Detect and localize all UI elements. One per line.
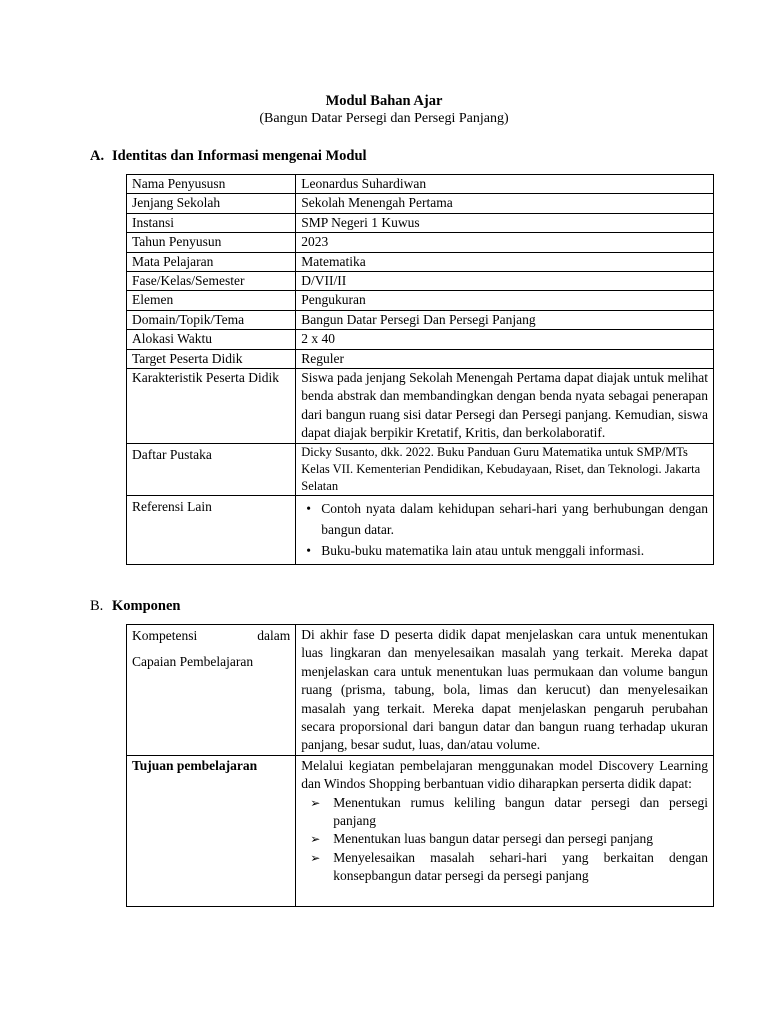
table-row [127, 443, 714, 495]
row-label: Alokasi Waktu [127, 330, 296, 349]
row-label: Jenjang Sekolah [127, 194, 296, 213]
row-label: Domain/Topik/Tema [127, 310, 296, 329]
list-item: • Contoh nyata dalam kehidupan sehari-hari yang berhubungan dengan bangun datar. [301, 498, 708, 540]
table-row [127, 755, 714, 906]
row-value: Bangun Datar Persegi Dan Persegi Panjang [296, 310, 714, 329]
section-a-heading [90, 147, 367, 165]
kompetensi-label [132, 627, 290, 645]
list-item: ➢ Menyelesaikan masalah sehari-hari yang berkaitan dengan konsepbangun datar persegi da persegi panjang [301, 849, 708, 886]
row-value [296, 755, 714, 906]
section-b-number: B. [90, 598, 104, 614]
tujuan-intro: Melalui kegiatan pembelajaran menggunakan model Discovery Learning dan Windos Shopping berbantuan vidio diharapkan perserta didik dapat: [301, 757, 708, 792]
row-label: Daftar Pustaka [127, 443, 296, 495]
table-row [127, 194, 714, 213]
table-row [127, 369, 714, 444]
table-row [127, 291, 714, 310]
tujuan-list [301, 794, 708, 886]
kompetensi-label-line2: Capaian Pembelajaran [132, 654, 254, 670]
list-item: • Buku-buku matematika lain atau untuk menggali informasi. [301, 540, 708, 561]
row-label [127, 625, 296, 756]
identity-table [126, 174, 714, 565]
component-table [126, 624, 714, 907]
referensi-list [301, 498, 708, 561]
row-value: 2 x 40 [296, 330, 714, 349]
row-value: Pengukuran [296, 291, 714, 310]
row-value: Di akhir fase D peserta didik dapat menjelaskan cara untuk menentukan luas lingkaran dan menyelesaikan masalah yang terkait. Mereka dapat menjelaskan cara untuk menentukan luas permukaan dan volume bangun ruang (prisma, tabung, bola, limas dan kerucut) dan menyelesaikan masalah yang terkait. Mereka dapat menjelaskan pengaruh perubahan secara proporsional dari bangun datar dan bangun ruang terhadap ukuran panjang, besar sudut, luas, dan/atau volume. [296, 625, 714, 756]
table-row [127, 310, 714, 329]
row-value: Matematika [296, 252, 714, 271]
row-label: Instansi [127, 213, 296, 232]
row-value: Dicky Susanto, dkk. 2022. Buku Panduan Guru Matematika untuk SMP/MTs Kelas VII. Kementerian Pendidikan, Kebudayaan, Riset, dan Teknologi. Jakarta Selatan [296, 443, 714, 495]
row-label: Referensi Lain [127, 495, 296, 564]
section-a-number: A. [90, 148, 105, 164]
table-row [127, 252, 714, 271]
row-label: Elemen [127, 291, 296, 310]
row-value: SMP Negeri 1 Kuwus [296, 213, 714, 232]
row-label: Mata Pelajaran [127, 252, 296, 271]
table-row [127, 213, 714, 232]
row-value: Leonardus Suhardiwan [296, 175, 714, 194]
document-title: Modul Bahan Ajar [325, 93, 443, 109]
list-item: ➢ Menentukan rumus keliling bangun datar persegi dan persegi panjang [301, 794, 708, 831]
table-row [127, 495, 714, 564]
row-value: 2023 [296, 233, 714, 252]
table-row [127, 175, 714, 194]
row-label: Nama Penyususn [127, 175, 296, 194]
table-row [127, 233, 714, 252]
row-value: Sekolah Menengah Pertama [296, 194, 714, 213]
table-row [127, 272, 714, 291]
table-row [127, 349, 714, 368]
kompetensi-word: dalam [257, 628, 291, 643]
row-value: Reguler [296, 349, 714, 368]
row-value: D/VII/II [296, 272, 714, 291]
row-label: Tujuan pembelajaran [127, 755, 296, 906]
row-label: Karakteristik Peserta Didik [127, 369, 296, 444]
kompetensi-word: Kompetensi [132, 628, 198, 643]
row-label: Tahun Penyusun [127, 233, 296, 252]
section-b-title: Komponen [112, 598, 181, 614]
section-a-title: Identitas dan Informasi mengenai Modul [112, 148, 367, 164]
document-subtitle: (Bangun Datar Persegi dan Persegi Panjang) [259, 111, 509, 126]
table-row [127, 625, 714, 756]
row-label: Target Peserta Didik [127, 349, 296, 368]
row-label: Fase/Kelas/Semester [127, 272, 296, 291]
table-row [127, 330, 714, 349]
list-item: ➢ Menentukan luas bangun datar persegi dan persegi panjang [301, 830, 708, 848]
row-value [296, 495, 714, 564]
section-b-heading [90, 597, 181, 615]
row-value: Siswa pada jenjang Sekolah Menengah Pertama dapat diajak untuk melihat benda abstrak dan membandingkan dengan benda nyata sebagai penerapan dari bangun ruang sisi datar Persegi dan Persegi panjang. Kemudian, siswa dapat diajak berpikir Kretatif, Kritis, dan berkolaboratif. [296, 369, 714, 444]
